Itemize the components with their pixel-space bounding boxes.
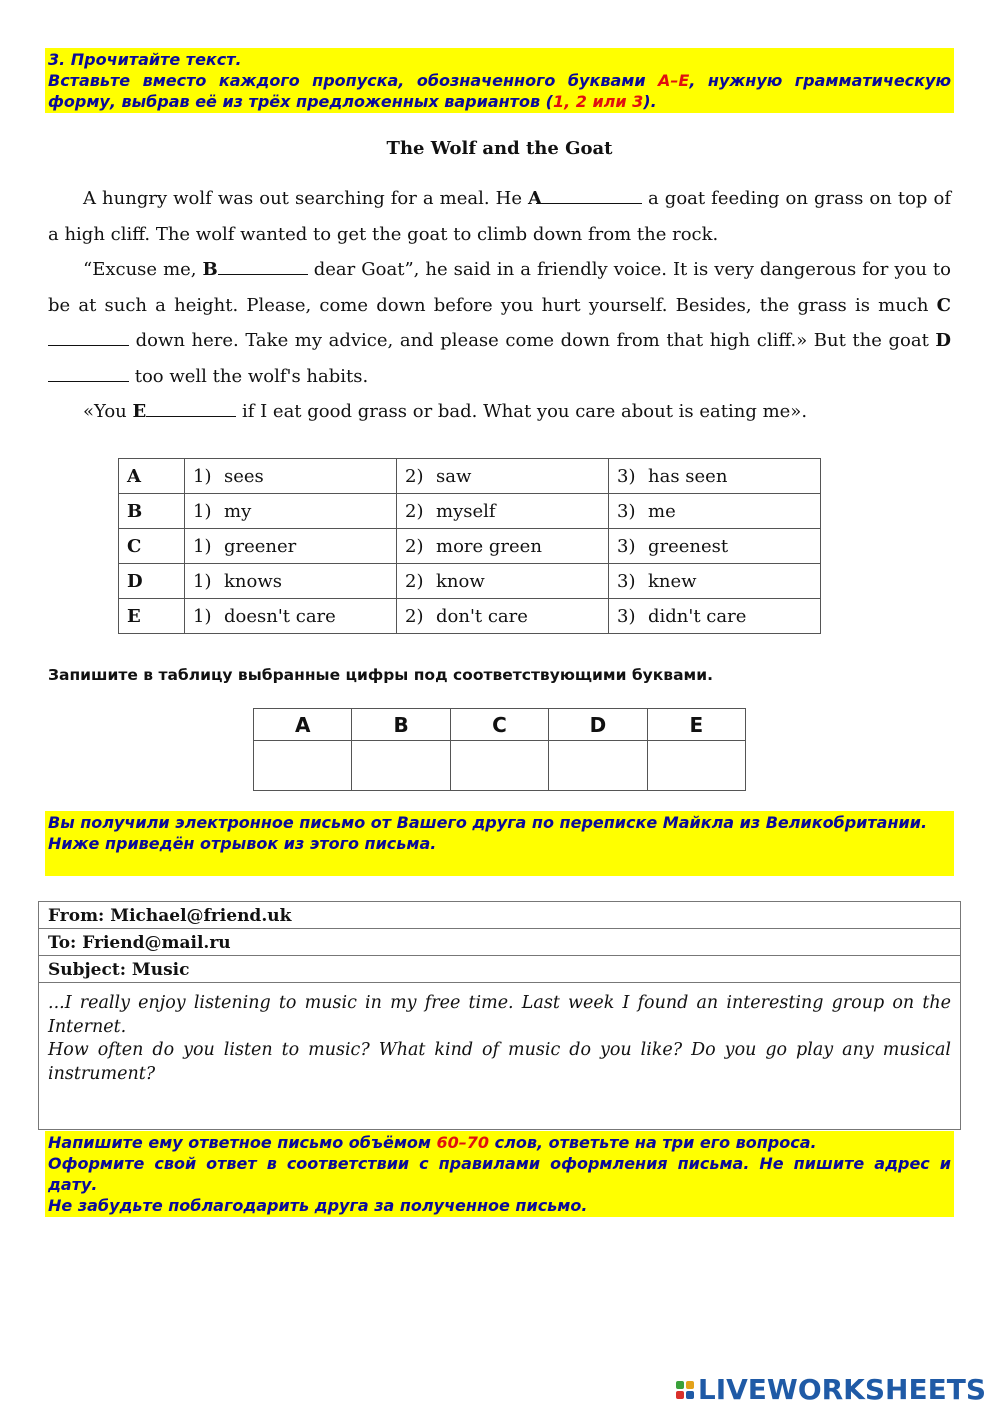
writing-task-line-2: Оформите свой ответ в соответствии с правилами оформления письма. Не пишите адрес и дату. [48,1154,951,1194]
email-intro [45,811,954,876]
option-choice[interactable]: 1) doesn't care [185,599,397,634]
email-body-paragraph-1: ...I really enjoy listening to music in my free time. Last week I found an interesting group on the Internet. [48,993,951,1037]
email-intro-line-1: Вы получили электронное письмо от Вашего друга по переписке Майкла из Великобритании. [48,813,928,832]
options-row [119,494,821,529]
option-choice[interactable]: 3) has seen [609,459,821,494]
writing-task-line-3: Не забудьте поблагодарить друга за полученное письмо. [48,1196,588,1215]
option-choice[interactable]: 1) greener [185,529,397,564]
task3-heading: 3. Прочитайте текст. [48,50,242,69]
answer-header-b: B [352,709,450,741]
option-letter: B [119,494,185,529]
gap-label-e: E [132,401,147,422]
email-intro-line-2: Ниже приведён отрывок из этого письма. [48,834,437,853]
answer-input-row [254,741,746,791]
answer-table [253,708,746,791]
answer-header-e: E [647,709,745,741]
gap-e-blank[interactable] [146,398,236,417]
gap-label-b: B [202,259,218,280]
option-choice[interactable]: 1) my [185,494,397,529]
writing-task-line-1: Напишите ему ответное письмо объёмом 60–70 слов, ответьте на три его вопроса. [48,1133,817,1152]
gap-d-blank[interactable] [48,363,129,382]
answer-header-c: C [450,709,548,741]
option-choice[interactable]: 2) myself [397,494,609,529]
email-subject: Subject: Music [39,956,960,983]
liveworksheets-logo [676,1373,986,1406]
email-to: To: Friend@mail.ru [39,929,960,956]
answer-header-row [254,709,746,741]
options-table [118,458,821,634]
gap-c-blank[interactable] [48,327,129,346]
option-letter: A [119,459,185,494]
option-letter: E [119,599,185,634]
email-body-paragraph-2: How often do you listen to music? What kind of music do you like? Do you go play any musical instrument? [48,1040,951,1084]
task3-directions: Вставьте вместо каждого пропуска, обозначенного буквами А–Е, нужную грамматическую форму, выбрав её из трёх предложенных вариантов (1, 2 или 3). [48,71,952,111]
option-choice[interactable]: 1) knows [185,564,397,599]
gap-label-c: C [936,294,951,316]
option-choice[interactable]: 3) knew [609,564,821,599]
gap-label-a: A [528,188,542,209]
story-paragraph-1: A hungry wolf was out searching for a meal. He A a goat feeding on grass on top of a high cliff. The wolf wanted to get the goat to climb down from the rock. [48,181,951,252]
story-paragraph-2: “Excuse me, B dear Goat”, he said in a friendly voice. It is very dangerous for you to be at such a height. Please, come down before you hurt yourself. Besides, the grass is much C down here. Take my advice, and please come down from that high cliff.» But the goat D too well the wolf's habits. [48,252,951,394]
options-row [119,459,821,494]
answer-header-a: A [254,709,352,741]
options-row [119,529,821,564]
story-title: The Wolf and the Goat [386,138,613,159]
option-choice[interactable]: 3) me [609,494,821,529]
liveworksheets-logo-icon [676,1381,694,1399]
option-choice[interactable]: 3) greenest [609,529,821,564]
task3-instructions [45,48,954,113]
option-choice[interactable]: 2) saw [397,459,609,494]
email-box [38,901,961,1130]
option-choice[interactable]: 2) know [397,564,609,599]
option-choice[interactable]: 3) didn't care [609,599,821,634]
option-letter: C [119,529,185,564]
options-row [119,564,821,599]
gap-b-blank[interactable] [218,256,308,275]
options-row [119,599,821,634]
option-choice[interactable]: 2) don't care [397,599,609,634]
answer-header-d: D [549,709,647,741]
gap-label-d: D [935,330,951,351]
answer-cell-e[interactable] [647,741,745,791]
answer-cell-c[interactable] [450,741,548,791]
answer-instruction: Запишите в таблицу выбранные цифры под соответствующими буквами. [48,666,713,684]
answer-cell-a[interactable] [254,741,352,791]
writing-task [45,1131,954,1217]
gap-a-blank[interactable] [542,185,642,204]
option-choice[interactable]: 1) sees [185,459,397,494]
story-text [48,181,951,430]
option-choice[interactable]: 2) more green [397,529,609,564]
answer-cell-d[interactable] [549,741,647,791]
email-body [39,983,960,1086]
story-paragraph-3: «You E if I eat good grass or bad. What you care about is eating me». [48,394,951,430]
email-from: From: Michael@friend.uk [39,902,960,929]
option-letter: D [119,564,185,599]
answer-cell-b[interactable] [352,741,450,791]
brand-text: LIVEWORKSHEETS [697,1373,986,1406]
